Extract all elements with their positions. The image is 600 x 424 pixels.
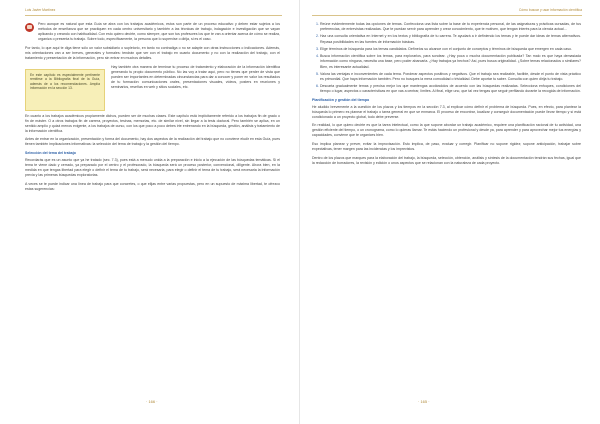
- section-heading: Planificación y gestión del tiempo: [312, 97, 370, 102]
- paragraph: Eso implica planear y prever, evitar la improvisación. Esto implica, de paso, evaluar y corregir. Planificar no supone rigidez; supone anticipación, trabajar sobre expectativas, tener margen para las incidencias y los imprevistos.: [312, 142, 581, 152]
- left-text-column: [25, 22, 280, 196]
- page-number-left: · 166 ·: [146, 399, 158, 404]
- list-item: 1. Reúne evidentemente todas las opciones de temas. Confecciona una lista sobre la base de tu experiencia personal, de las asignaturas y prácticas cursadas, de tus preferencias, de entrevistas realizadas. Que te puedan servir para aprender y crear conocimiento, que te motiven, que tengan interés para la ciencia actual…: [320, 22, 581, 32]
- paragraph: Hay también otra manera de terminar tu proceso de tratamiento y elaboración de la información identifica generando tu propio documento público. No las voy a tratar aquí, pero no tienes que perder de vista que pueden ser importantes en determinadas circunstancias para dar a conocer y poner en valor los resultados de tu formación: comunicaciones orales, presentaciones visuales, vídeos, posters en reuniones y seminarios, reseñas en web y sitios sociales, etc.: [111, 64, 280, 89]
- paragraph: Dentro de los plazos que marques para la elaboración del trabajo, la búsqueda, selección, obtención, análisis y síntesis de la documentación tendrán sus fechas, igual que la redacción de borradores, la revisión y edición o unos aspectos que se relacionan con la naturaleza de cada proyecto.: [312, 155, 581, 165]
- list-item: 4. Busca información científica sobre los temas, para explorarlos, para sondear. ¿Hay poca o mucha documentación publicada? Tan malo es que haya demasiada información como ninguna, necesita una base, pero poder abarcarla. ¿Hay trabajos ya hechos? Así, pues busca originalidad. ¿Sobre temas relacionados o similares? Bien, es interesante actualidad.: [320, 54, 581, 69]
- header-rule: [25, 15, 282, 16]
- header-rule: [312, 15, 582, 16]
- sidebox-note: En este capítulo es especialmente pertinente remitirse a la Bibliografía final de la Guía, además de a los recomendaciones. Amplía información en la sección 13.: [25, 69, 105, 111]
- list-item: 2. Haz una consulta orientativa en Internet y en los textos y bibliografía de tu carrera. Te ayudará a ir definiendo los temas y te puede dar ideas de temas alternativos. Repasa posibilidades en las fuentes de información básicas.: [320, 34, 581, 44]
- right-page: [300, 0, 600, 424]
- section-heading: Selección del tema del trabajo: [25, 150, 76, 155]
- intro-block: [25, 22, 280, 46]
- list-item: 6. Descarta gradualmente temas y precisa mejor los que mantengas acotándolos de acuerdo con las búsquedas realizadas. Selecciona enfoques, condiciones del tiempo o lugar, aspectos o características en que vas a centrar, límites. Al final, elige uno, que tal vez tengas que seguir perfilando durante la recogida de información.: [320, 84, 581, 94]
- paragraph: Antes de entrar en la organización, presentación y forma del documento, hay dos aspectos de la realización del trabajo que no conviene eludir en esta Guía, pues tienen también implicaciones informativas: la selección del tema de trabajo y la gestión del tiempo.: [25, 137, 280, 147]
- running-head-right: Cómo buscar y usar información científica: [518, 8, 582, 12]
- suggestion-list: [312, 22, 581, 95]
- sidebox-row: [25, 65, 280, 111]
- page-number-right: · 165 ·: [418, 399, 430, 404]
- paragraph: Por tanto, lo que aquí te diga tiene sólo un valor subsidiario o supletorio, en tanto no contradiga o no se adapte con otras instrucciones o indicaciones. Además, mis orientaciones van a ser breves, generales y formales: tendrán que ver con el trabajo en cuanto documento y no con la realización del trabajo, con el tratamiento y presentación de la información, pero sin entrar en muchos detalles.: [25, 45, 280, 60]
- speech-bubble-icon: [25, 23, 34, 32]
- list-item: 3. Elige términos de búsqueda para los temas candidatos. Defínelos su alcance con el conjunto de conceptos y términos de búsqueda que emergen en cada caso.: [320, 47, 581, 52]
- right-text-column: [312, 22, 581, 169]
- paragraph: En cuanto a los trabajos académicos propiamente dichos, pueden ser de muchas clases. Este capítulo está implícitamente referido a los trabajos fin de grado o fin de máster. O a otros trabajos fin de carrera, proyectos, tesinas, memorias, etc. de similar nivel, sin llegar a la tesis doctoral. Pero también se aplica, en un sentido amplio y quizá menos exigente, a los trabajos de curso, con los que poco a poco debes irte entrenando en la búsqueda, gestión, análisis y tratamiento de la información científica.: [25, 113, 280, 133]
- intro-paragraph: Pero aunque es natural que esta Guía se abra con los trabajos académicos, estos son parte de un proceso educativo y deben estar sujetos a los métodos de enseñanza que se practiquen en cada centro universitario y también a las técnicas de trabajo, indagación e investigación que se vayan aplicando y creando con habitualidad. Con esto quiero decirte, como siempre, que son tus profesores los que te van a orientar acerca de cómo se realiza, organiza o presenta tu trabajo. Sobre todo, específicamente, la persona que lo supervise o dirija, si es el caso.: [38, 22, 280, 42]
- paragraph: En realidad, lo que quiero decirte es que la tarea intelectual, como la que supone abordar un trabajo académico, requiere una planificación racional de tu actividad, una gestión eficiente del tiempo, o un cronograma, como lo quieras llamar. Te estás haciendo un profesional y desde ya, para aprender y para aprovechar mejor tus energías y capacidades, conviene que te organices bien.: [312, 123, 581, 138]
- paragraph: He aludido brevemente a la cuestión de los plazos y los tiempos en la sección 7.3, al explicar cómo definir el problema de búsqueda. Pues, en efecto, para plantear la búsqueda lo primero es planear el trabajo o tarea general en que se enmarca. El proceso de encontrar, localizar y conseguir documentación puede llevar tiempo y sí está condicionado a un proyecto global, todo debe preverse.: [312, 104, 581, 119]
- paragraph: A veces se te puede indicar una línea de trabajo para que concretes, o que elijas entre varias propuestas, pero en un supuesto de máxima libertad, te ofrezco estas sugerencias:: [25, 181, 280, 191]
- paragraph: Recordarás que es un asunto que ya he tratado (sec. 7.3), pues está a menudo unida a la preparación e inicio a la ejecución de las búsquedas temáticas. Si el tema te viene dado y cerrado, ya preparado por el centro y el profesorado, la búsqueda será un proceso posterior, convencional, diligente. Ahora bien, en la medida en que tengas libertad para elegir o definir el tema de tu trabajo, será necesaria, para elegir o definir el tema de tu trabajo, será necesaria la información previa y las primeras búsquedas exploratorias.: [25, 158, 280, 178]
- running-head-left: Luis Javier Martínez: [25, 8, 56, 12]
- list-item: 5. Valora las ventajas e inconvenientes de cada tema. Ponderar aspectos positivos y negativos. Que el trabajo sea realizable, factible, desde el punto de vista práctico es primordial. Que haya información también. Pero no busques la mera comodidad o trivialidad. Debe aportar tu saber. Consulta con quien dirija tu trabajo.: [320, 72, 581, 82]
